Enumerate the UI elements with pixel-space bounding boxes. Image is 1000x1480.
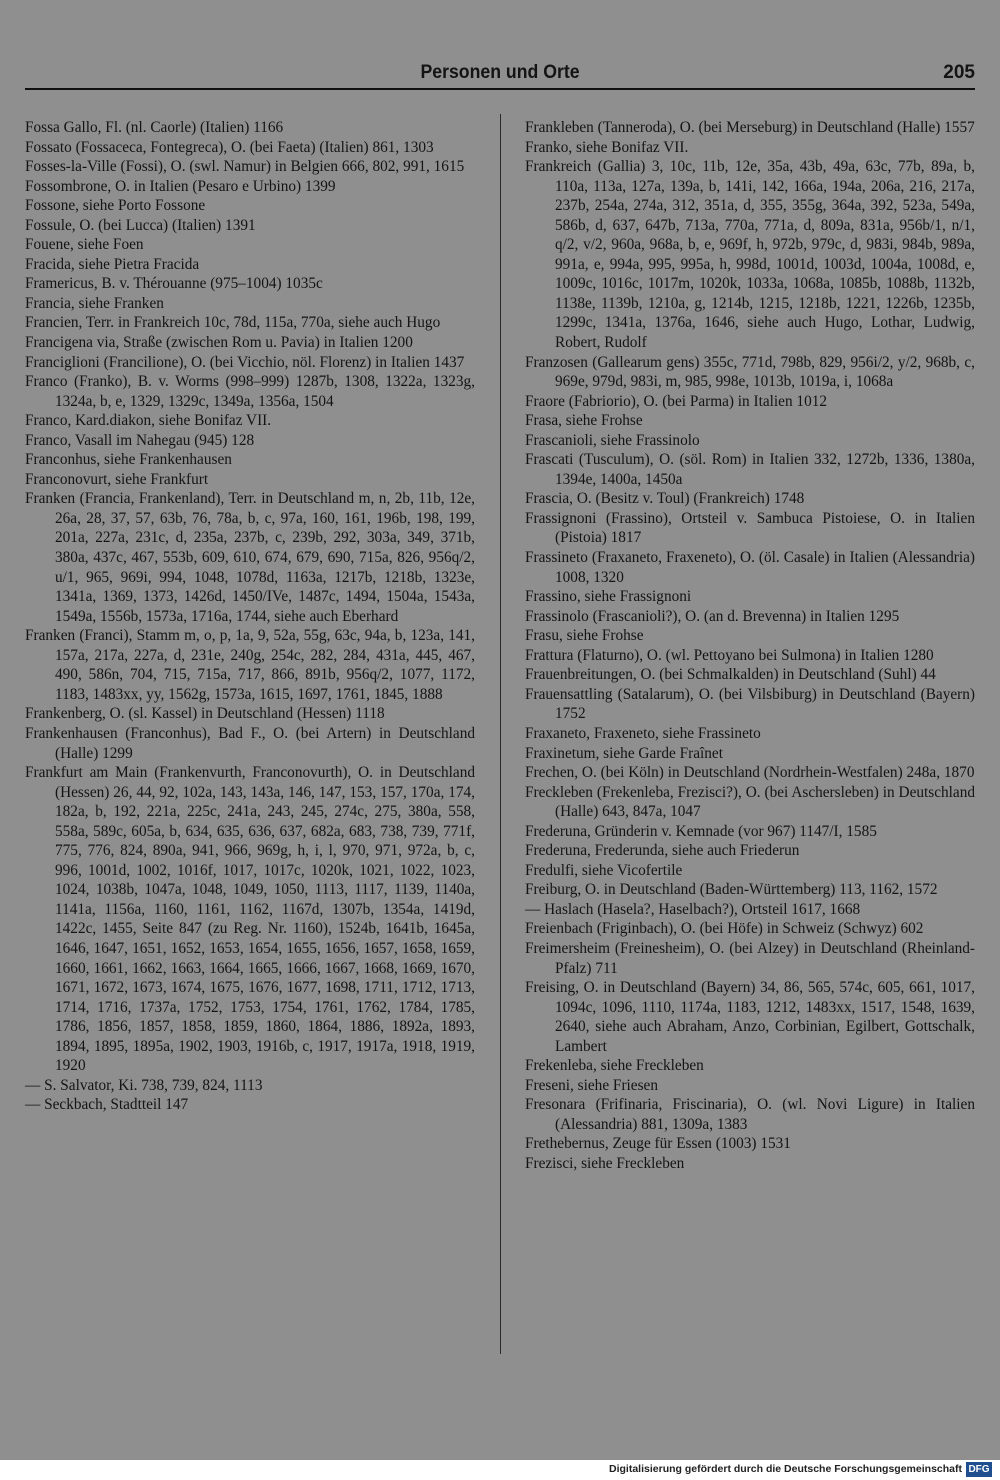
index-entry: Frankenberg, O. (sl. Kassel) in Deutschland (Hessen) 1118 [25,705,385,723]
index-entry: Francia, siehe Franken [25,294,164,312]
index-entry: Frederuna, Gründerin v. Kemnade (vor 967) 1147/I, 1585 [525,822,877,840]
index-entry: Fresonara (Frifinaria, Friscinaria), O. (wl. Novi Ligure) in Italien (Alessandria) 881, 1309a, 1383 [525,1096,975,1133]
index-entry: Frassignoni (Frassino), Ortsteil v. Sambuca Pistoiese, O. in Italien (Pistoia) 1817 [525,509,975,547]
index-entry: Framericus, B. v. Thérouanne (975–1004) 1035c [25,275,323,293]
index-entry: Frassineto (Fraxaneto, Fraxeneto), O. (öl. Casale) in Italien (Alessandria) 1008, 1320 [525,549,975,586]
index-entry: Fouene, siehe Foen [25,236,144,254]
index-entry: Frekenleba, siehe Freckleben [525,1057,704,1075]
page-header [25,60,975,88]
index-entry: Frechen, O. (bei Köln) in Deutschland (Nordrhein-Westfalen) 248a, 1870 [525,764,975,782]
index-entry: Fossombrone, O. in Italien (Pesaro e Urbino) 1399 [25,177,336,195]
footer-bar [0,1460,1000,1480]
index-entry: Frasa, siehe Frohse [525,412,643,430]
index-entry: Francigena via, Straße (zwischen Rom u. Pavia) in Italien 1200 [25,334,413,352]
index-entry: — Seckbach, Stadtteil 147 [25,1096,189,1114]
index-entry: Fredulfi, siehe Vicofertile [525,861,683,879]
index-entry: Frasu, siehe Frohse [525,627,644,645]
index-entry: — S. Salvator, Ki. 738, 739, 824, 1113 [25,1076,263,1094]
index-entry: Frauensattling (Satalarum), O. (bei Vilsbiburg) in Deutschland (Bayern) 1752 [525,685,975,723]
index-entry: Franco, Kard.diakon, siehe Bonifaz VII. [25,412,272,430]
index-entry: Fosses-la-Ville (Fossi), O. (swl. Namur) in Belgien 666, 802, 991, 1615 [25,158,465,176]
index-entry: Franzosen (Gallearum gens) 355c, 771d, 798b, 829, 956i/2, y/2, 968b, c, 969e, 979d, 983i, m, 985, 998e, 1013b, 1019a, i, 1068a [525,353,975,391]
index-entry: Fossa Gallo, Fl. (nl. Caorle) (Italien) 1166 [25,119,284,136]
index-entry: Fraore (Fabriorio), O. (bei Parma) in Italien 1012 [525,392,828,410]
index-entry: Fraxinetum, siehe Garde Fraînet [525,744,723,762]
dfg-logo: DFG [966,1462,992,1477]
index-entry: Frankleben (Tanneroda), O. (bei Merseburg) in Deutschland (Halle) 1557 [525,119,975,136]
index-entry: Fossone, siehe Porto Fossone [25,197,206,215]
index-entry: Franciglioni (Francilione), O. (bei Vicchio, nöl. Florenz) in Italien 1437 [25,353,465,371]
index-entry: Freienbach (Friginbach), O. (bei Höfe) in Schweiz (Schwyz) 602 [525,920,924,938]
index-entry: Frederuna, Frederunda, siehe auch Friederun [525,842,800,860]
index-entry: Freimersheim (Freinesheim), O. (bei Alzey) in Deutschland (Rheinland-Pfalz) 711 [525,939,975,977]
index-entry: Franconhus, siehe Frankenhausen [25,451,232,469]
index-entry: Fracida, siehe Pietra Fracida [25,255,200,273]
index-entry: Frattura (Flaturno), O. (wl. Pettoyano bei Sulmona) in Italien 1280 [525,646,934,664]
index-column-left [25,118,475,1115]
index-entry: Franco (Franko), B. v. Worms (998–999) 1287b, 1308, 1322a, 1323g, 1324a, b, e, 1329, 1329c, 1349a, 1356a, 1504 [25,373,475,410]
index-entry: Fossule, O. (bei Lucca) (Italien) 1391 [25,216,256,234]
index-entry: Franken (Franci), Stamm m, o, p, 1a, 9, 52a, 55g, 63c, 94a, b, 123a, 141, 157a, 217a, 227a, d, 231e, 240g, 254c, 282, 284, 431a, 445, 467, 490, 586n, 704, 715, 715a, 717, 866, 891b, 956q/2, 1077, 1172, 1183, 1483xx, yy, 1562g, 1573a, 1615, 1697, 1761, 1845, 1888 [25,627,475,703]
index-entry: Frascia, O. (Besitz v. Toul) (Frankreich) 1748 [525,490,805,508]
index-entry: Franco, Vasall im Nahegau (945) 128 [25,431,255,449]
page-number: 205 [943,62,975,83]
footer-credit: Digitalisierung gefördert durch die Deutsche Forschungsgemeinschaft [609,1463,962,1475]
index-entry: Frankfurt am Main (Frankenvurth, Franconovurth), O. in Deutschland (Hessen) 26, 44, 92, 102a, 143, 143a, 146, 147, 153, 157, 170a, 174, 182a, b, 192, 221a, 225c, 241a, 243, 245, 274c, 275, 380a, 558, 558a, 589c, 605a, b, 634, 635, 636, 637, 682a, 683, 738, 739, 771f, 775, 776, 824, 890a, 941, 966, 969g, h, i, l, 970, 971, 972a, b, c, 996, 1001d, 1002, 1016f, 1017, 1017c, 1020k, 1021, 1022, 1023, 1024, 1038b, 1047a, 1048, 1049, 1050, 1113, 1117, 1139, 1140a, 1141a, 1156a, 1160, 1161, 1162, 1167d, 1307b, 1354a, 1419d, 1422c, 1455, Seite 847 (zu Reg. Nr. 1160), 1524b, 1641b, 1645a, 1646, 1647, 1651, 1652, 1653, 1654, 1655, 1656, 1657, 1658, 1659, 1660, 1661, 1662, 1663, 1664, 1665, 1666, 1667, 1668, 1669, 1670, 1671, 1672, 1673, 1674, 1675, 1676, 1677, 1698, 1711, 1712, 1713, 1714, 1716, 1737a, 1752, 1753, 1754, 1761, 1762, 1784, 1785, 1786, 1856, 1857, 1858, 1859, 1860, 1864, 1886, 1892a, 1893, 1894, 1895, 1895a, 1902, 1903, 1916b, c, 1917, 1917a, 1918, 1919, 1920 [25,764,475,1075]
index-entry: Frankenhausen (Franconhus), Bad F., O. (bei Artern) in Deutschland (Halle) 1299 [25,724,475,762]
index-entry: Fossato (Fossaceca, Fontegreca), O. (bei Faeta) (Italien) 861, 1303 [25,138,434,156]
index-entry: Freckleben (Frekenleba, Frezisci?), O. (bei Aschersleben) in Deutschland (Halle) 643, 847a, 1047 [525,783,975,821]
index-entry: Frassinolo (Frascanioli?), O. (an d. Brevenna) in Italien 1295 [525,607,900,625]
index-entry: Frascanioli, siehe Frassinolo [525,431,700,449]
index-entry: Frezisci, siehe Freckleben [525,1154,685,1172]
index-entry: Franken (Francia, Frankenland), Terr. in Deutschland m, n, 2b, 11b, 12e, 26a, 28, 37, 57, 63b, 76, 78a, b, c, 97a, 160, 161, 196b, 198, 199, 201a, 227a, 231c, d, 235a, 237b, c, 239b, 292, 303a, 349, 371b, 380a, 437c, 467, 553b, 609, 610, 674, 679, 690, 715a, 826, 956q/2, u/1, 965, 969i, 994, 1048, 1078d, 1163a, 1217b, 1218b, 1323e, 1341a, 1369, 1373, 1426d, 1450/IVe, 1487c, 1494, 1504a, 1543a, 1549a, 1556b, 1573a, 1716a, 1744, siehe auch Eberhard [25,490,475,625]
index-entry: Frascati (Tusculum), O. (söl. Rom) in Italien 332, 1272b, 1336, 1380a, 1394e, 1400a, 1450a [525,451,975,488]
column-divider [500,114,501,1354]
index-entry: Franconovurt, siehe Frankfurt [25,470,209,488]
index-entry: Fraxaneto, Fraxeneto, siehe Frassineto [525,724,761,742]
index-entry: Freseni, siehe Friesen [525,1076,658,1094]
index-entry: Francien, Terr. in Frankreich 10c, 78d, 115a, 770a, siehe auch Hugo [25,314,441,332]
index-entry: Frankreich (Gallia) 3, 10c, 11b, 12e, 35a, 43b, 49a, 63c, 77b, 89a, b, 110a, 113a, 127a, 139a, b, 141i, 142, 166a, 194a, 206a, 216, 217a, 237b, 254a, 274a, 312, 351a, d, 355, 355g, 364a, 392, 523a, 549a, 586b, d, 637, 647b, 713a, 770a, 771a, d, 809a, 831a, 956b/1, n/1, q/2, v/2, 960a, 968a, b, e, 969f, h, 972b, 979c, d, 983i, 984b, 989a, 991a, e, 994a, 995, 995a, h, 998d, 1001d, 1003d, 1004a, 1008d, e, 1009c, 1016c, 1017m, 1020k, 1033a, 1068a, 1085b, 1088b, 1132b, 1138e, 1139b, 1210a, g, 1214b, 1215, 1218b, 1221, 1226b, 1235b, 1299c, 1341a, 1376a, 1646, siehe auch Hugo, Lothar, Ludwig, Robert, Rudolf [525,158,975,352]
index-entry: Frauenbreitungen, O. (bei Schmalkalden) in Deutschland (Suhl) 44 [525,666,936,684]
page-title: Personen und Orte [420,62,580,83]
index-entry: Freiburg, O. in Deutschland (Baden-Württemberg) 113, 1162, 1572 [525,881,938,899]
index-entry: Frethebernus, Zeuge für Essen (1003) 1531 [525,1135,791,1153]
header-rule [25,88,975,90]
index-entry: Frassino, siehe Frassignoni [525,588,692,606]
index-entry: Franko, siehe Bonifaz VII. [525,138,689,156]
index-column-right [525,118,975,1174]
index-entry: — Haslach (Hasela?, Haselbach?), Ortsteil 1617, 1668 [525,900,861,918]
index-entry: Freising, O. in Deutschland (Bayern) 34, 86, 565, 574c, 605, 661, 1017, 1094c, 1096, 1110, 1174a, 1183, 1212, 1483xx, 1517, 1548, 1639, 2640, siehe auch Abraham, Anzo, Corbinian, Egilbert, Gottschalk, Lambert [525,979,975,1055]
